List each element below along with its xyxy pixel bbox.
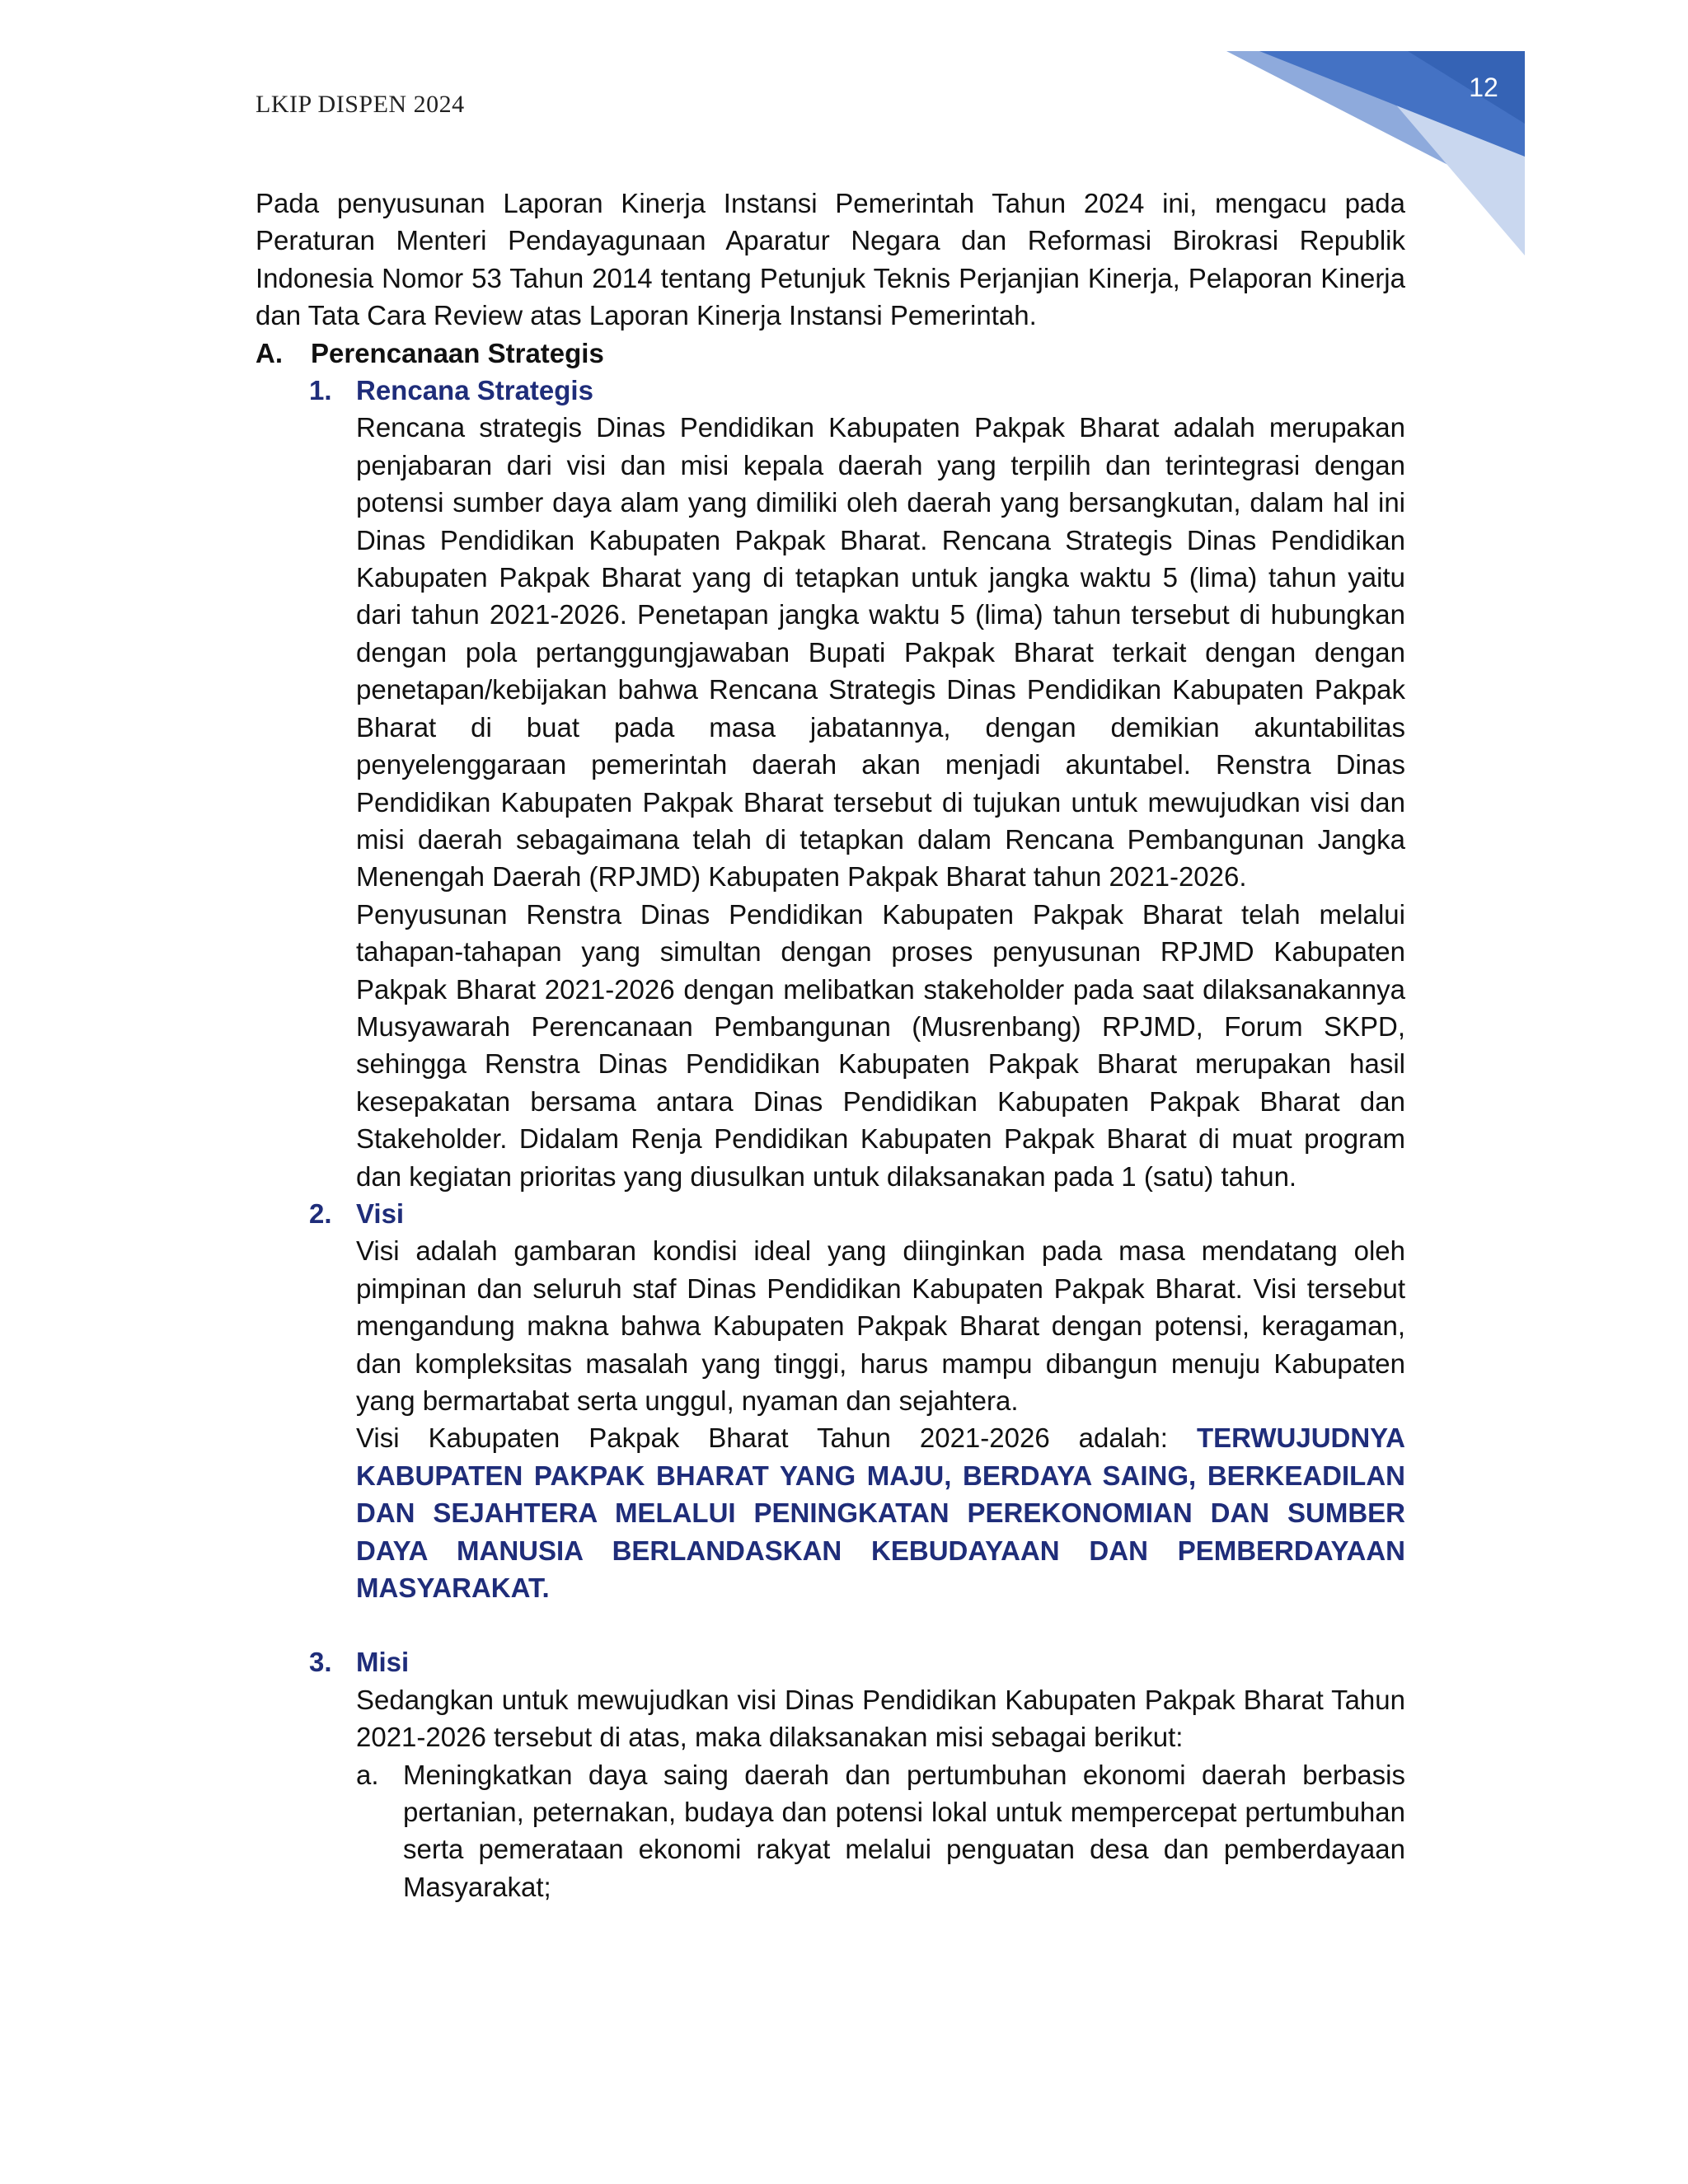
misi-title: Misi xyxy=(356,1647,410,1678)
misi-list-item xyxy=(356,1756,1405,1906)
visi-lead: Visi Kabupaten Pakpak Bharat Tahun 2021-2026 adalah: xyxy=(356,1422,1197,1454)
section-a-title: Perencanaan Strategis xyxy=(311,337,604,368)
renstra-heading xyxy=(309,372,1405,409)
misi-paragraph-1: Sedangkan untuk mewujudkan visi Dinas Pendidikan Kabupaten Pakpak Bharat Tahun 2021-2026 tersebut di atas, maka dilaksanakan misi sebagai berikut: xyxy=(356,1684,1405,1753)
misi-item-text: Meningkatkan daya saing daerah dan pertumbuhan ekonomi daerah berbasis pertanian, peternakan, budaya dan potensi lokal untuk mempercepat pertumbuhan serta pemerataan ekonomi rakyat melalui penguatan desa dan pemberdayaan Masyarakat; xyxy=(403,1759,1405,1902)
visi-paragraph-2 xyxy=(356,1419,1405,1606)
intro-paragraph: Pada penyusunan Laporan Kinerja Instansi Pemerintah Tahun 2024 ini, mengacu pada Peraturan Menteri Pendayagunaan Aparatur Negara dan Reformasi Birokrasi Republik Indonesia Nomor 53 Tahun 2014 tentang Petunjuk Teknis Perjanjian Kinerja, Pelaporan Kinerja dan Tata Cara Review atas Laporan Kinerja Instansi Pemerintah. xyxy=(256,188,1405,331)
renstra-paragraph-2: Penyusunan Renstra Dinas Pendidikan Kabupaten Pakpak Bharat telah melalui tahapan-tahapan yang simultan dengan proses penyusunan RPJMD Kabupaten Pakpak Bharat 2021-2026 dengan melibatkan stakeholder pada saat dilaksanakannya Musyawarah Perencanaan Pembangunan (Musrenbang) RPJMD, Forum SKPD, sehingga Renstra Dinas Pendidikan Kabupaten Pakpak Bharat merupakan hasil kesepakatan bersama antara Dinas Pendidikan Kabupaten Pakpak Bharat dan Stakeholder. Didalam Renja Pendidikan Kabupaten Pakpak Bharat di muat program dan kegiatan prioritas yang diusulkan untuk dilaksanakan pada 1 (satu) tahun. xyxy=(356,898,1405,1192)
misi-number: 3. xyxy=(309,1647,332,1678)
visi-statement: TERWUJUDNYA KABUPATEN PAKPAK BHARAT YANG MAJU, BERDAYA SAING, BERKEADILAN DAN SEJAHTERA MELALUI PENINGKATAN PEREKONOMIAN DAN SUMBER DAYA MANUSIA BERLANDASKAN KEBUDAYAAN DAN PEMBERDAYAAN MASYARAKAT. xyxy=(356,1422,1405,1604)
running-header: LKIP DISPEN 2024 xyxy=(256,91,465,118)
misi-item-label: a. xyxy=(356,1759,379,1790)
renstra-paragraph-1: Rencana strategis Dinas Pendidikan Kabupaten Pakpak Bharat adalah merupakan penjabaran dari visi dan misi kepala daerah yang terpilih dan terintegrasi dengan potensi sumber daya alam yang dimiliki oleh daerah yang bersangkutan, dalam hal ini Dinas Pendidikan Kabupaten Pakpak Bharat. Rencana Strategis Dinas Pendidikan Kabupaten Pakpak Bharat yang di tetapkan untuk jangka waktu 5 (lima) tahun yaitu dari tahun 2021-2026. Penetapan jangka waktu 5 (lima) tahun tersebut di hubungkan dengan pola pertanggungjawaban Bupati Pakpak Bharat terkait dengan dengan penetapan/kebijakan bahwa Rencana Strategis Dinas Pendidikan Kabupaten Pakpak Bharat di buat pada masa jabatannya, dengan demikian akuntabilitas penyelenggaraan pemerintah daerah akan menjadi akuntabel. Renstra Dinas Pendidikan Kabupaten Pakpak Bharat tersebut di tujukan untuk mewujudkan visi dan misi daerah sebagaimana telah di tetapkan dalam Rencana Pembangunan Jangka Menengah Daerah (RPJMD) Kabupaten Pakpak Bharat tahun 2021-2026. xyxy=(356,412,1405,893)
visi-number: 2. xyxy=(309,1197,332,1229)
misi-heading xyxy=(309,1643,1405,1680)
document-body xyxy=(256,185,1405,1905)
visi-paragraph-1: Visi adalah gambaran kondisi ideal yang diinginkan pada masa mendatang oleh pimpinan dan seluruh staf Dinas Pendidikan Kabupaten Pakpak Bharat. Visi tersebut mengandung makna bahwa Kabupaten Pakpak Bharat dengan potensi, keragaman, dan kompleksitas masalah yang tinggi, harus mampu dibangun menuju Kabupaten yang bermartabat serta unggul, nyaman dan sejahtera. xyxy=(356,1235,1405,1416)
visi-title: Visi xyxy=(356,1197,405,1229)
page-number: 12 xyxy=(1469,73,1498,102)
renstra-title: Rencana Strategis xyxy=(356,375,593,406)
section-a-label: A. xyxy=(256,337,283,368)
visi-heading xyxy=(309,1195,1405,1232)
section-a-heading xyxy=(256,335,1405,372)
renstra-number: 1. xyxy=(309,375,332,406)
